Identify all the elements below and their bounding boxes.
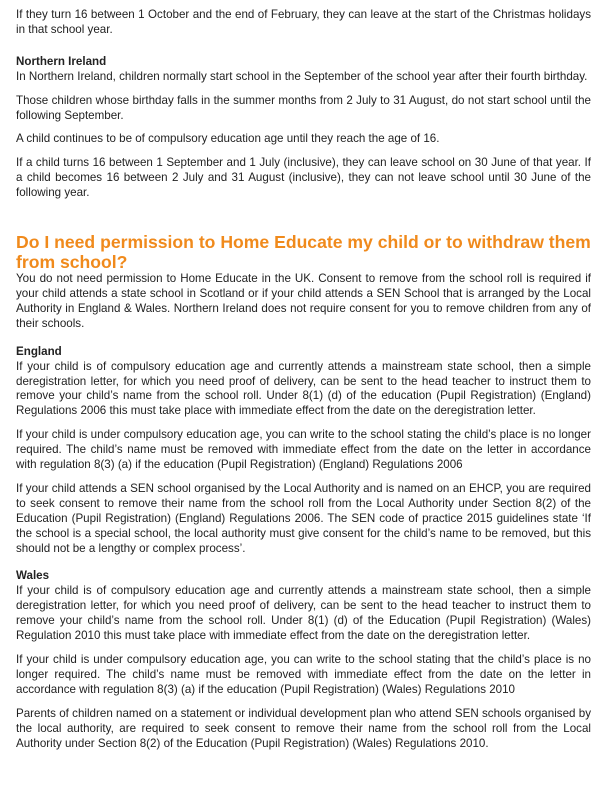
- northern-ireland-paragraph-2: Those children whose birthday falls in the summer months from 2 July to 31 August, do not start school until the following September.: [16, 93, 591, 122]
- england-heading: England: [16, 344, 62, 358]
- northern-ireland-heading: Northern Ireland: [16, 54, 107, 68]
- england-paragraph-1: If your child is of compulsory education age and currently attends a mainstream state school, then a simple deregistration letter, for which you need proof of delivery, can be sent to the head teacher to instruct them to remove your child’s name from the school roll. Under 8(1) (d) of the education (Pupil Registration) (England) Regulations 2006 this must take place with immediate effect from the date on the deregistration letter.: [16, 359, 591, 418]
- northern-ireland-paragraph-1: In Northern Ireland, children normally start school in the September of the school year after their fourth birthday.: [16, 69, 588, 83]
- permission-paragraph: You do not need permission to Home Educate in the UK. Consent to remove from the school roll is required if your child attends a state school in Scotland or if your child attends a SEN School that is arranged by the Local Authority in England & Wales. Northern Ireland does not require consent for you to remove children from any of their schools.: [16, 272, 591, 330]
- wales-paragraph-2: If your child is under compulsory education age, you can write to the school stating that the child’s place is no longer required. The child’s name must be removed with immediate effect from the date on the letter in accordance with regulation 8(3) (a) if the education (Pupil Registration) (Wales) Regulations 2010: [16, 653, 591, 696]
- wales-paragraph-3: Parents of children named on a statement or individual development plan who attend SEN schools organised by the local authority, are required to seek consent to remove their name from the school roll from the Local Authority under Section 8(2) of the Education (Pupil Registration) (Wales) Regulations 2010.: [16, 706, 591, 750]
- permission-heading: Do I need permission to Home Educate my child or to withdraw them from school?: [16, 232, 591, 273]
- northern-ireland-paragraph-4: If a child turns 16 between 1 September and 1 July (inclusive), they can leave school on 30 June of that year. If a child becomes 16 between 2 July and 31 August (inclusive), they can not leave school until 30 June of the following year.: [16, 156, 591, 200]
- wales-heading: Wales: [16, 569, 50, 583]
- england-paragraph-2: If your child is under compulsory education age, you can write to the school stating the child’s place is no longer required. The child’s name must be removed with immediate effect from the date on the letter in accordance with regulation 8(3) (a) if the education (Pupil Registration) (England) Regulations 2006: [16, 428, 591, 472]
- northern-ireland-paragraph-3: A child continues to be of compulsory education age until they reach the age of 16.: [16, 132, 440, 146]
- document-body: [16, 8, 591, 760]
- intro-paragraph: If they turn 16 between 1 October and the end of February, they can leave at the start of the Christmas holidays in that school year.: [16, 8, 591, 36]
- england-paragraph-3: If your child attends a SEN school organised by the Local Authority and is named on an EHCP, you are required to seek consent to remove their name from the school roll from the Local Authority under Section 8(2) of the Education (Pupil Registration) (England) Regulations 2006. The SEN code of practice 2015 guidelines state ‘If the school is a special school, the local authority must give consent for the child’s name to be removed, but this should not be a lengthy or complex process’.: [16, 481, 591, 555]
- wales-paragraph-1: If your child is of compulsory education age and currently attends a mainstream state school, then a simple deregistration letter, for which you need proof of delivery, can be sent to the head teacher to instruct them to remove your child’s name from the school roll. Under 8(1) (d) of the Education (Pupil Registration) (Wales) Regulation 2010 this must take place with immediate effect from the date on the deregistration letter.: [16, 584, 591, 643]
